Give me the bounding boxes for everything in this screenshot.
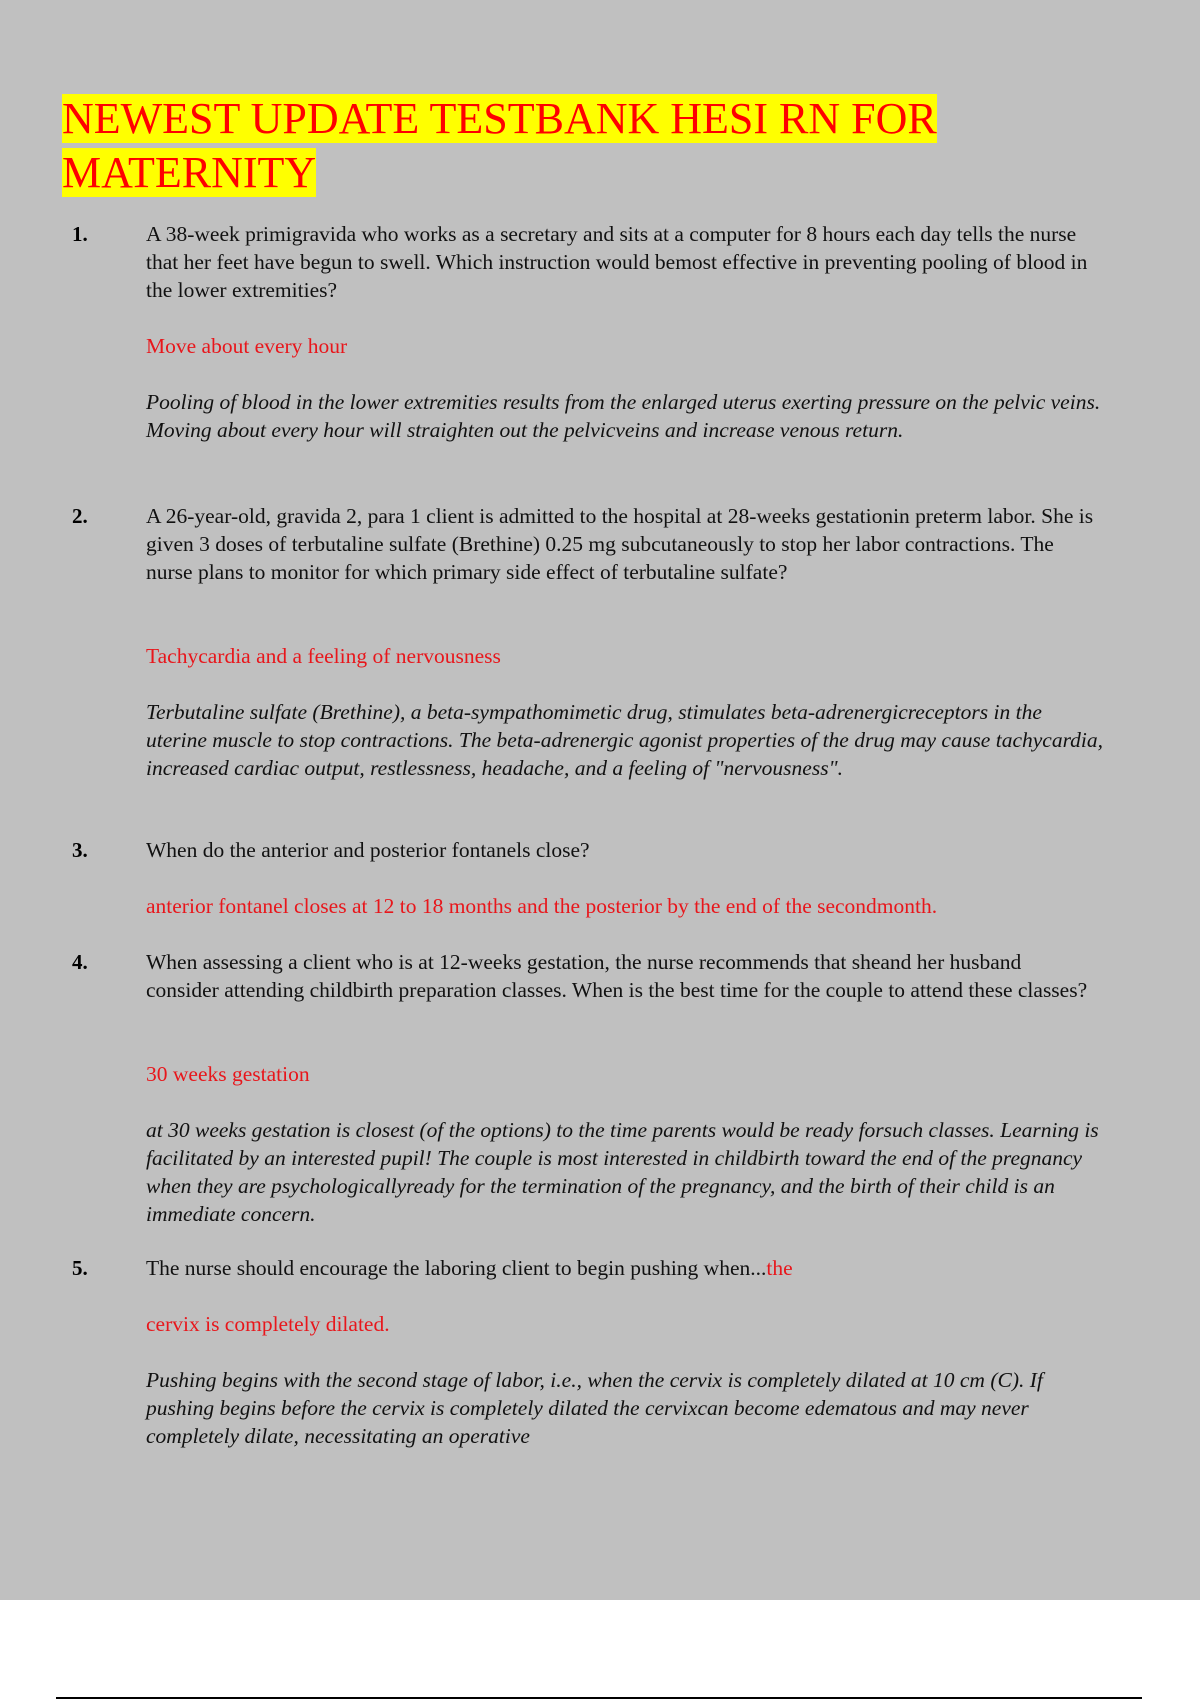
question-explanation: Pushing begins with the second stage of labor, i.e., when the cervix is completely dilated at 10 cm (C). If pushing begins before the cervix is completely dilated the cervixcan become edematous and may never completely dilate, necessitating an operative xyxy=(146,1368,1043,1448)
question-number: 1. xyxy=(72,222,88,246)
question-answer: 30 weeks gestation xyxy=(146,1062,310,1086)
document-title xyxy=(62,92,962,200)
question-number: 3. xyxy=(72,838,88,862)
question-answer: cervix is completely dilated. xyxy=(146,1312,390,1336)
question-explanation: at 30 weeks gestation is closest (of the options) to the time parents would be ready forsuch classes. Learning is facilitated by an interested pupil! The couple is most interested in childbirth toward the end of the pregnancy when they are psychologicallyready for the termination of the pregnancy, and the birth of their child is an immediate concern. xyxy=(146,1118,1099,1226)
footer-divider xyxy=(56,1697,1142,1699)
question-text xyxy=(146,1254,1096,1282)
question-number: 2. xyxy=(72,504,88,528)
question-text: A 26-year-old, gravida 2, para 1 client is admitted to the hospital at 28-weeks gestationin preterm labor. She is given 3 doses of terbutaline sulfate (Brethine) 0.25 mg subcutaneously to stop her labor contractions. The nurse plans to monitor for which primary side effect of terbutaline sulfate? xyxy=(146,504,1094,584)
question-inline-answer: the xyxy=(766,1256,793,1280)
question-answer: Move about every hour xyxy=(146,334,348,358)
question-text: When assessing a client who is at 12-weeks gestation, the nurse recommends that sheand her husband consider attending childbirth preparation classes. When is the best time for the couple to attend these classes? xyxy=(146,950,1088,1002)
document-title-text: NEWEST UPDATE TESTBANK HESI RN FOR MATERNITY xyxy=(62,94,937,197)
question-number: 4. xyxy=(72,950,88,974)
question-text: When do the anterior and posterior fontanels close? xyxy=(146,838,590,862)
question-explanation: Pooling of blood in the lower extremities results from the enlarged uterus exerting pressure on the pelvic veins. Moving about every hour will straighten out the pelvicveins and increase venous return. xyxy=(146,390,1101,442)
question-number: 5. xyxy=(72,1256,88,1280)
question-text-body: The nurse should encourage the laboring client to begin pushing when... xyxy=(146,1256,767,1280)
question-answer: anterior fontanel closes at 12 to 18 months and the posterior by the end of the secondmonth. xyxy=(146,894,938,918)
question-answer: Tachycardia and a feeling of nervousness xyxy=(146,644,501,668)
question-text: A 38-week primigravida who works as a secretary and sits at a computer for 8 hours each day tells the nurse that her feet have begun to swell. Which instruction would bemost effective in preventing pooling of blood in the lower extremities? xyxy=(146,222,1088,302)
question-explanation: Terbutaline sulfate (Brethine), a beta-sympathomimetic drug, stimulates beta-adrenergicreceptors in the uterine muscle to stop contractions. The beta-adrenergic agonist properties of the drug may cause tachycardia, increased cardiac output, restlessness, headache, and a feeling of "nervousness". xyxy=(146,700,1103,780)
